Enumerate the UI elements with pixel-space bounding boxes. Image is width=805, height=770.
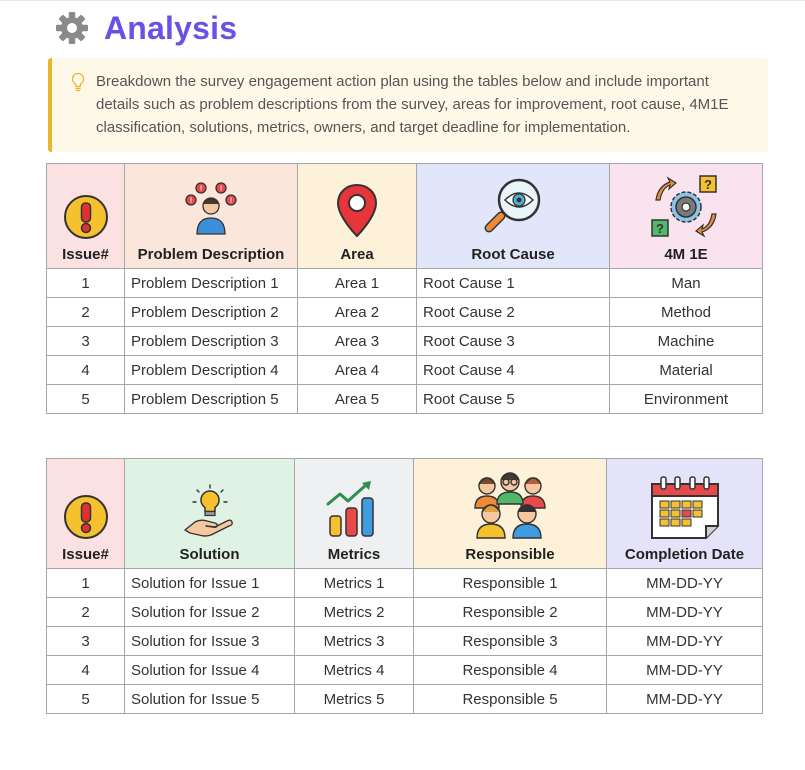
cell-completion-date: MM-DD-YY bbox=[607, 685, 763, 714]
cell-completion-date: MM-DD-YY bbox=[607, 627, 763, 656]
cell-issue: 5 bbox=[47, 685, 125, 714]
cell-problem: Problem Description 1 bbox=[125, 269, 298, 298]
cell-4m1e: Machine bbox=[610, 327, 763, 356]
cell-completion-date: MM-DD-YY bbox=[607, 569, 763, 598]
header-label: 4M 1E bbox=[664, 246, 708, 263]
table-row bbox=[47, 685, 763, 714]
team-icon bbox=[473, 468, 547, 540]
svg-text:!: ! bbox=[229, 197, 233, 205]
table-row bbox=[47, 598, 763, 627]
header-label: Issue# bbox=[62, 246, 109, 263]
header-label: Root Cause bbox=[471, 246, 555, 263]
cell-root-cause: Root Cause 5 bbox=[417, 385, 610, 414]
problem-analysis-table bbox=[46, 163, 763, 414]
cell-completion-date: MM-DD-YY bbox=[607, 656, 763, 685]
cell-completion-date: MM-DD-YY bbox=[607, 598, 763, 627]
cell-issue: 2 bbox=[47, 598, 125, 627]
cell-4m1e: Man bbox=[610, 269, 763, 298]
cell-4m1e: Environment bbox=[610, 385, 763, 414]
table-row bbox=[47, 627, 763, 656]
cell-solution: Solution for Issue 1 bbox=[125, 569, 295, 598]
cell-responsible: Responsible 2 bbox=[414, 598, 607, 627]
cell-problem: Problem Description 4 bbox=[125, 356, 298, 385]
cell-responsible: Responsible 1 bbox=[414, 569, 607, 598]
header-solution bbox=[125, 459, 295, 569]
svg-text:?: ? bbox=[656, 221, 664, 236]
cell-issue: 3 bbox=[47, 327, 125, 356]
cell-responsible: Responsible 5 bbox=[414, 685, 607, 714]
alert-icon bbox=[63, 194, 109, 240]
table-row bbox=[47, 385, 763, 414]
table-row bbox=[47, 269, 763, 298]
cell-responsible: Responsible 3 bbox=[414, 627, 607, 656]
cell-area: Area 4 bbox=[298, 356, 417, 385]
page-header bbox=[55, 8, 237, 48]
cell-root-cause: Root Cause 4 bbox=[417, 356, 610, 385]
header-4m1e bbox=[610, 164, 763, 269]
cell-metrics: Metrics 5 bbox=[295, 685, 414, 714]
cell-4m1e: Method bbox=[610, 298, 763, 327]
svg-text:!: ! bbox=[189, 197, 193, 205]
growth-chart-icon bbox=[324, 478, 384, 540]
header-label: Area bbox=[340, 246, 374, 263]
cell-problem: Problem Description 5 bbox=[125, 385, 298, 414]
hand-bulb-icon bbox=[181, 482, 239, 540]
cell-solution: Solution for Issue 4 bbox=[125, 656, 295, 685]
table-row bbox=[47, 569, 763, 598]
header-label: Completion Date bbox=[624, 546, 745, 563]
cell-metrics: Metrics 3 bbox=[295, 627, 414, 656]
header-issue bbox=[47, 459, 125, 569]
cell-area: Area 2 bbox=[298, 298, 417, 327]
cell-issue: 4 bbox=[47, 356, 125, 385]
header-responsible bbox=[414, 459, 607, 569]
top-divider bbox=[0, 0, 805, 1]
magnifier-eye-icon bbox=[481, 176, 545, 240]
cell-area: Area 5 bbox=[298, 385, 417, 414]
lightbulb-icon bbox=[70, 72, 86, 92]
solution-plan-table bbox=[46, 458, 763, 714]
cell-solution: Solution for Issue 3 bbox=[125, 627, 295, 656]
svg-text:!: ! bbox=[219, 185, 223, 193]
calendar-icon bbox=[648, 474, 722, 540]
cell-root-cause: Root Cause 2 bbox=[417, 298, 610, 327]
cell-issue: 4 bbox=[47, 656, 125, 685]
table-header-row bbox=[47, 164, 763, 269]
callout-text: Breakdown the survey engagement action plan using the tables below and include important details such as problem descriptions from the survey, areas for improvement, root cause, 4M1E classification, solutions, metrics, owners, and target deadline for implementation. bbox=[96, 73, 729, 136]
table-row bbox=[47, 356, 763, 385]
page-title: Analysis bbox=[104, 9, 238, 46]
header-completion-date bbox=[607, 459, 763, 569]
header-metrics bbox=[295, 459, 414, 569]
header-area bbox=[298, 164, 417, 269]
header-label: Solution bbox=[179, 546, 240, 563]
cell-issue: 1 bbox=[47, 569, 125, 598]
header-label: Problem Description bbox=[137, 246, 285, 263]
problem-person-icon bbox=[181, 182, 241, 240]
cell-solution: Solution for Issue 2 bbox=[125, 598, 295, 627]
svg-text:!: ! bbox=[199, 185, 203, 193]
cell-issue: 2 bbox=[47, 298, 125, 327]
cell-issue: 5 bbox=[47, 385, 125, 414]
table-row bbox=[47, 298, 763, 327]
table-row bbox=[47, 656, 763, 685]
cell-4m1e: Material bbox=[610, 356, 763, 385]
alert-icon bbox=[63, 494, 109, 540]
svg-text:?: ? bbox=[704, 177, 712, 192]
cell-root-cause: Root Cause 1 bbox=[417, 269, 610, 298]
cell-metrics: Metrics 2 bbox=[295, 598, 414, 627]
header-label: Metrics bbox=[327, 546, 381, 563]
cell-area: Area 3 bbox=[298, 327, 417, 356]
instruction-callout bbox=[48, 58, 768, 152]
header-label: Issue# bbox=[62, 546, 109, 563]
cell-problem: Problem Description 2 bbox=[125, 298, 298, 327]
cell-issue: 3 bbox=[47, 627, 125, 656]
location-pin-icon bbox=[333, 182, 381, 240]
table-header-row bbox=[47, 459, 763, 569]
cell-metrics: Metrics 4 bbox=[295, 656, 414, 685]
cell-responsible: Responsible 4 bbox=[414, 656, 607, 685]
table-row bbox=[47, 327, 763, 356]
gear-question-icon bbox=[650, 174, 722, 240]
cell-problem: Problem Description 3 bbox=[125, 327, 298, 356]
header-label: Responsible bbox=[465, 546, 555, 563]
header-root-cause bbox=[417, 164, 610, 269]
cell-root-cause: Root Cause 3 bbox=[417, 327, 610, 356]
header-issue bbox=[47, 164, 125, 269]
cell-solution: Solution for Issue 5 bbox=[125, 685, 295, 714]
cell-issue: 1 bbox=[47, 269, 125, 298]
header-problem-description bbox=[125, 164, 298, 269]
cell-area: Area 1 bbox=[298, 269, 417, 298]
gear-icon bbox=[55, 11, 89, 45]
cell-metrics: Metrics 1 bbox=[295, 569, 414, 598]
